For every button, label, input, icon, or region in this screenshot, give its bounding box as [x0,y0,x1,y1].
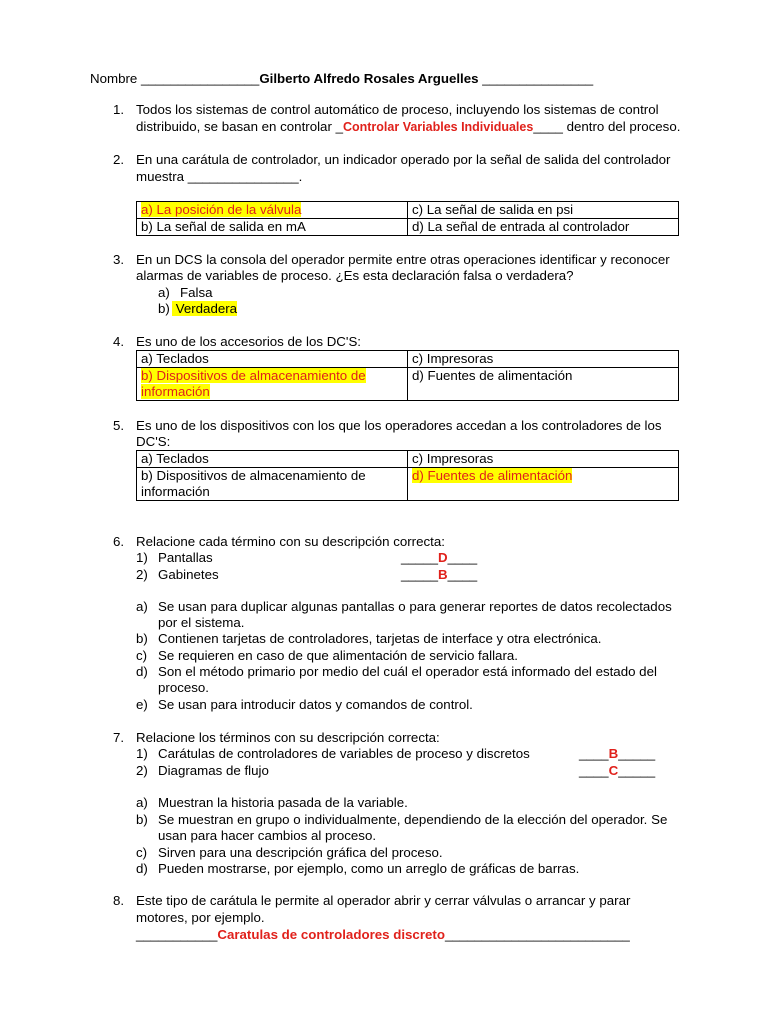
q2-line2: muestra _______________. [136,169,303,184]
q6-desc-d-line2: proceso. [158,680,209,695]
q7-number: 7. [113,730,125,745]
q8-answer: Caratulas de controladores discreto [217,927,445,942]
q8-answer-line: ___________Caratulas de controladores discreto_________________________ [136,927,630,942]
q6-desc-b-label: b) [136,631,148,646]
q4-options-table [136,350,679,401]
q3-line2: alarmas de variables de proceso. ¿Es esta declaración falsa o verdadera? [136,268,574,283]
q6-desc-d-label: d) [136,664,148,679]
q6-desc-c-label: c) [136,648,148,663]
q3-option-b: Verdadera [172,301,238,316]
q6-desc-c-line1: Se requieren en caso de que alimentación de servicio fallara. [158,648,518,663]
q7-desc-b-line2: usan para hacer cambios al proceso. [158,828,377,843]
q5-number: 5. [113,418,125,433]
q7-desc-d-label: d) [136,861,148,876]
q6-desc-e-line1: Se usan para introducir datos y comandos de control. [158,697,473,712]
q2-option-b: b) La señal de salida en mA [137,219,408,236]
q1-answer: Controlar Variables Individuales [342,120,534,134]
q6-desc-a-label: a) [136,599,148,614]
q6-item-1-num: 1) [136,550,148,565]
q2-line1: En una carátula de controlador, un indicador operado por la señal de salida del controlador [136,152,671,167]
q4-option-a: a) Teclados [137,351,408,368]
q7-line1: Relacione los términos con su descripción correcta: [136,730,440,745]
q3-option-a-label: a) [158,285,170,300]
q5-line2: DC'S: [136,434,171,449]
q7-desc-b-line1: Se muestran en grupo o individualmente, dependiendo de la elección del operador. Se [158,812,668,827]
q1-number: 1. [113,102,125,117]
q6-desc-d-line1: Son el método primario por medio del cuál el operador está informado del estado del [158,664,657,679]
q7-item-1-num: 1) [136,746,148,761]
name-line [90,71,593,87]
q6-desc-a-line1: Se usan para duplicar algunas pantallas o para generar reportes de datos recolectados [158,599,672,614]
q2-option-c: c) La señal de salida en psi [408,202,679,219]
q6-item-1-term: Pantallas [158,550,213,565]
q5-option-d: d) Fuentes de alimentación [408,468,679,501]
q7-item-2-num: 2) [136,763,148,778]
name-blank-post: _______________ [482,71,594,86]
q6-item-1-answer: _____D____ [401,550,478,565]
q4-option-d: d) Fuentes de alimentación [408,368,679,401]
q6-desc-e-label: e) [136,697,148,712]
q8-line2: motores, por ejemplo. [136,910,265,925]
q7-desc-c-label: c) [136,845,148,860]
q6-item-2-answer: _____B____ [401,567,478,582]
name-label: Nombre [90,71,138,86]
q7-item-2-answer: ____C_____ [579,763,656,778]
q6-desc-b-line1: Contienen tarjetas de controladores, tarjetas de interface y otra electrónica. [158,631,602,646]
q7-desc-c-line1: Sirven para una descripción gráfica del proceso. [158,845,443,860]
q1-line2-pre: distribuido, se basan en controlar _ [136,119,343,134]
q2-number: 2. [113,152,125,167]
q4-option-b: b) Dispositivos de almacenamiento de información [137,368,408,401]
q5-option-b: b) Dispositivos de almacenamiento de información [137,468,408,501]
student-name: Gilberto Alfredo Rosales Arguelles [259,71,479,86]
q8-number: 8. [113,893,125,908]
q3-option-a: Falsa [180,285,213,300]
q5-line1: Es uno de los dispositivos con los que los operadores accedan a los controladores de los [136,418,662,433]
q7-desc-d-line1: Pueden mostrarse, por ejemplo, como un arreglo de gráficas de barras. [158,861,580,876]
q7-item-1-answer: ____B_____ [579,746,656,761]
q6-desc-a-line2: por el sistema. [158,615,245,630]
q2-option-d: d) La señal de entrada al controlador [408,219,679,236]
q5-options-table [136,450,679,501]
q4-number: 4. [113,334,125,349]
q7-desc-a-line1: Muestran la historia pasada de la variable. [158,795,408,810]
q6-item-2-num: 2) [136,567,148,582]
q1-line2 [136,119,680,135]
q6-line1: Relacione cada término con su descripción correcta: [136,534,445,549]
q1-line2-post: ____ dentro del proceso. [533,119,681,134]
q1-line1: Todos los sistemas de control automático de proceso, incluyendo los sistemas de control [136,102,659,117]
q7-item-2-term: Diagramas de flujo [158,763,269,778]
q3-line1: En un DCS la consola del operador permite entre otras operaciones identificar y reconocer [136,252,670,267]
q3-number: 3. [113,252,125,267]
q5-option-a: a) Teclados [137,451,408,468]
q7-desc-b-label: b) [136,812,148,827]
name-blank-pre: ________________ [141,71,260,86]
q4-option-c: c) Impresoras [408,351,679,368]
q7-desc-a-label: a) [136,795,148,810]
q7-item-1-term: Carátulas de controladores de variables de proceso y discretos [158,746,530,761]
q4-line1: Es uno de los accesorios de los DC'S: [136,334,362,349]
q6-item-2-term: Gabinetes [158,567,219,582]
q2-options-table [136,201,679,236]
q3-option-b-label: b) [158,301,170,316]
q8-line1: Este tipo de carátula le permite al operador abrir y cerrar válvulas o arrancar y parar [136,893,631,908]
q5-option-c: c) Impresoras [408,451,679,468]
q2-option-a: a) La posición de la válvula [137,202,408,219]
q6-number: 6. [113,534,125,549]
